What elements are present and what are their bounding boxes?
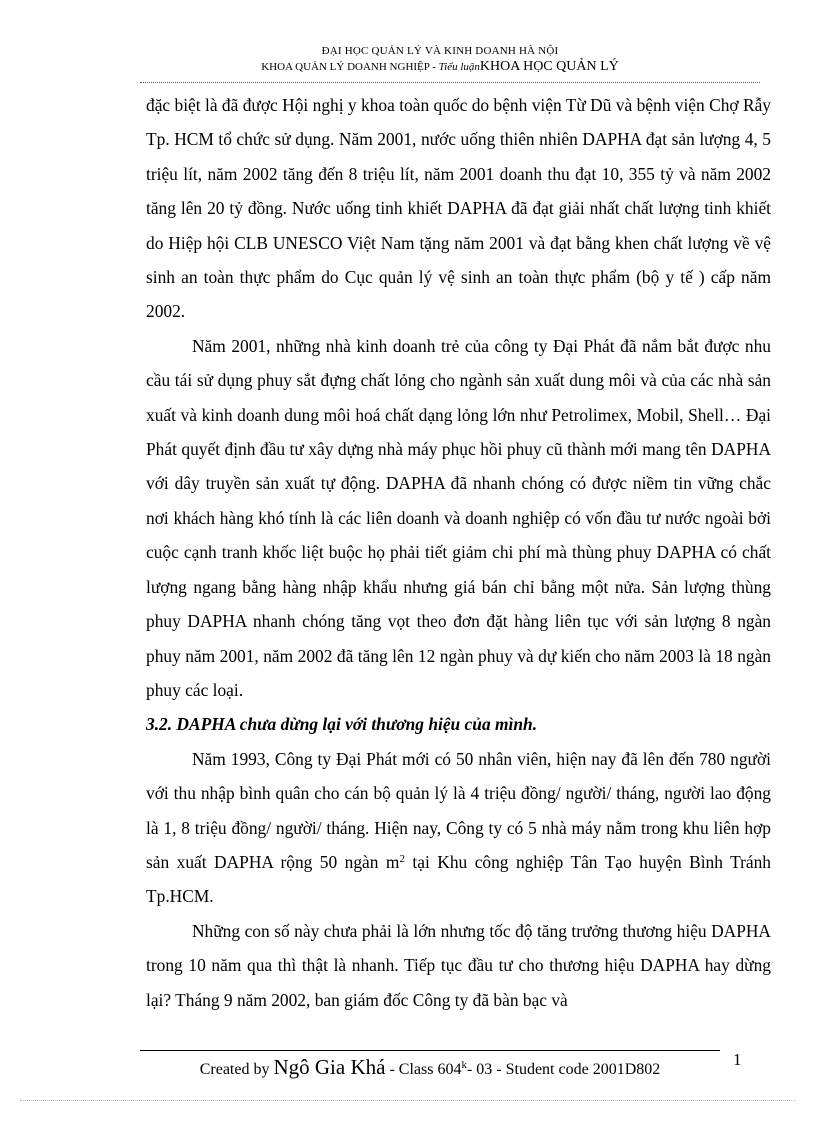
footer-created-by: Created by: [199, 1061, 274, 1078]
header-university: ĐẠI HỌC QUẢN LÝ VÀ KINH DOANH HÀ NỘI: [321, 45, 559, 57]
header-faculty: [140, 59, 740, 75]
page-bottom-border: [20, 1100, 796, 1101]
footer-divider: [140, 1050, 720, 1051]
header-faculty-prefix: KHOA QUẢN LÝ DOANH NGHIỆP -: [261, 61, 439, 73]
footer-class-suffix: - 03 - Student code 2001D802: [466, 1061, 661, 1078]
paragraph-3-part-a: Năm 1993, Công ty Đại Phát mới có 50 nhân viên, hiện nay đã lên đến 780 người với thu nhập bình quân cho cán bộ quản lý là 4 triệu đồng/ người/ tháng, người lao động là 1, 8 triệu đồng/ người/ tháng. Hiện nay, Công ty có 5 nhà máy nằm trong khu liên hợp sản xuất DAPHA rộng 50 ngàn m: [146, 748, 771, 872]
paragraph-1: đặc biệt là đã được Hội nghị y khoa toàn quốc do bệnh viện Từ Dũ và bệnh viện Chợ Rẫy Tp. HCM tổ chức sử dụng. Năm 2001, nước uống thiên nhiên DAPHA đạt sản lượng 4, 5 triệu lít, năm 2002 tăng đến 8 triệu lít, năm 2001 doanh thu đạt 10, 355 tỷ và năm 2002 tăng lên 20 tỷ đồng. Nước uống tinh khiết DAPHA đã đạt giải nhất chất lượng tinh khiết do Hiệp hội CLB UNESCO Việt Nam tặng năm 2001 và đạt bằng khen chất lượng về vệ sinh an toàn thực phẩm do Cục quản lý vệ sinh an toàn thực phẩm (bộ y tế ) cấp năm 2002.: [146, 95, 771, 322]
header-subject: KHOA HỌC QUẢN LÝ: [479, 59, 619, 74]
header-essay-label: Tiểu luận: [438, 61, 480, 73]
paragraph-3: [146, 742, 771, 914]
header-divider: [140, 82, 760, 83]
footer-class-prefix: - Class 604: [385, 1061, 462, 1078]
page-header: [140, 43, 740, 75]
footer-author: Ngô Gia Khá: [273, 1055, 386, 1079]
paragraph-3-part-b: tại Khu công nghiệp Tân Tạo huyện Bình Tránh Tp.HCM.: [146, 851, 771, 907]
square-meter-superscript: 2: [399, 852, 405, 865]
document-body: [146, 88, 771, 1017]
footer-class-superscript: k: [461, 1059, 467, 1071]
paragraph-4: Những con số này chưa phải là lớn nhưng tốc độ tăng trưởng thương hiệu DAPHA trong 10 năm qua thì thật là nhanh. Tiếp tục đầu tư cho thương hiệu DAPHA hay dừng lại? Tháng 9 năm 2002, ban giám đốc Công ty đã bàn bạc và: [146, 920, 771, 1010]
page-number: 1: [733, 1050, 742, 1069]
page-footer: [140, 1054, 720, 1083]
section-heading: 3.2. DAPHA chưa dừng lại với thương hiệu của mình.: [146, 714, 538, 735]
paragraph-2: Năm 2001, những nhà kinh doanh trẻ của công ty Đại Phát đã nắm bắt được nhu cầu tái sử dụng phuy sắt đựng chất lỏng cho ngành sản xuất dung môi và của các nhà sản xuất và kinh doanh dung môi hoá chất dạng lỏng lớn như Petrolimex, Mobil, Shell… Đại Phát quyết định đầu tư xây dựng nhà máy phục hồi phuy cũ thành mới mang tên DAPHA với dây truyền sản xuất tự động. DAPHA đã nhanh chóng có được niềm tin vững chắc nơi khách hàng khó tính là các liên doanh và doanh nghiệp có vốn đầu tư nước ngoài bởi cuộc cạnh tranh khốc liệt buộc họ phải tiết giảm chi phí mà thùng phuy DAPHA có chất lượng ngang bằng hàng nhập khẩu nhưng giá bán chỉ bằng một nửa. Sản lượng thùng phuy DAPHA nhanh chóng tăng vọt theo đơn đặt hàng liên tục với sản lượng 8 ngàn phuy năm 2001, năm 2002 đã tăng lên 12 ngàn phuy và dự kiến cho năm 2003 là 18 ngàn phuy các loại.: [146, 335, 771, 700]
